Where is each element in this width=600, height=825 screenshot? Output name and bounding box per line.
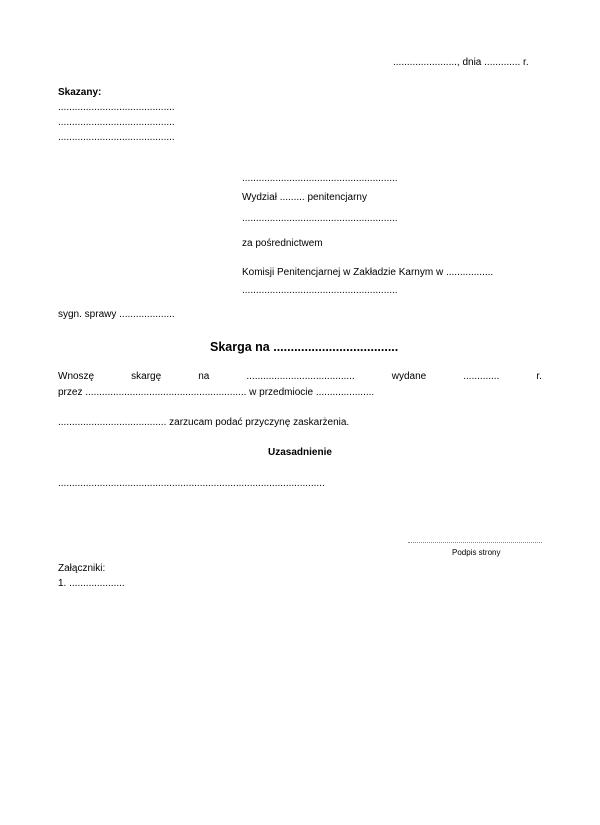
body-word: na xyxy=(198,371,210,382)
body-word: r. xyxy=(536,371,542,382)
addressee-commission: Komisji Penitencjarnej w Zakładzie Karnym w ................. xyxy=(242,267,494,278)
body-line-3: ....................................... zarzucam podać przyczynę zaskarżenia. xyxy=(58,417,350,428)
addressee-line-3: ........................................................ xyxy=(242,285,398,296)
justification-heading: Uzasadnienie xyxy=(268,447,332,458)
attachment-item-1: 1. .................... xyxy=(58,578,125,589)
signature-label: Podpis strony xyxy=(452,548,501,557)
convict-line-2: .......................................... xyxy=(58,117,175,128)
body-word: ....................................... xyxy=(246,371,355,382)
addressee-line-2: ........................................................ xyxy=(242,213,398,224)
signature-line xyxy=(408,542,542,543)
body-word: ............. xyxy=(463,371,500,382)
addressee-via: za pośrednictwem xyxy=(242,238,323,249)
case-reference: sygn. sprawy .................... xyxy=(58,309,175,320)
convict-line-3: .......................................... xyxy=(58,132,175,143)
body-line-1 xyxy=(58,371,542,383)
date-line: ......................., dnia ............. r. xyxy=(393,57,529,68)
addressee-department: Wydział ......... penitencjarny xyxy=(242,192,367,203)
convict-line-1: .......................................... xyxy=(58,102,175,113)
addressee-line-1: ........................................................ xyxy=(242,173,398,184)
body-word: skargę xyxy=(131,371,162,382)
body-line-2: przez .......................................................... w przedmiocie ..................... xyxy=(58,387,375,398)
convict-label: Skazany: xyxy=(58,87,102,98)
attachments-label: Załączniki: xyxy=(58,563,106,574)
document-title: Skarga na .................................... xyxy=(210,340,399,354)
body-word: wydane xyxy=(391,371,427,382)
justification-line: ................................................................................................ xyxy=(58,478,325,489)
body-word: Wnoszę xyxy=(58,371,95,382)
